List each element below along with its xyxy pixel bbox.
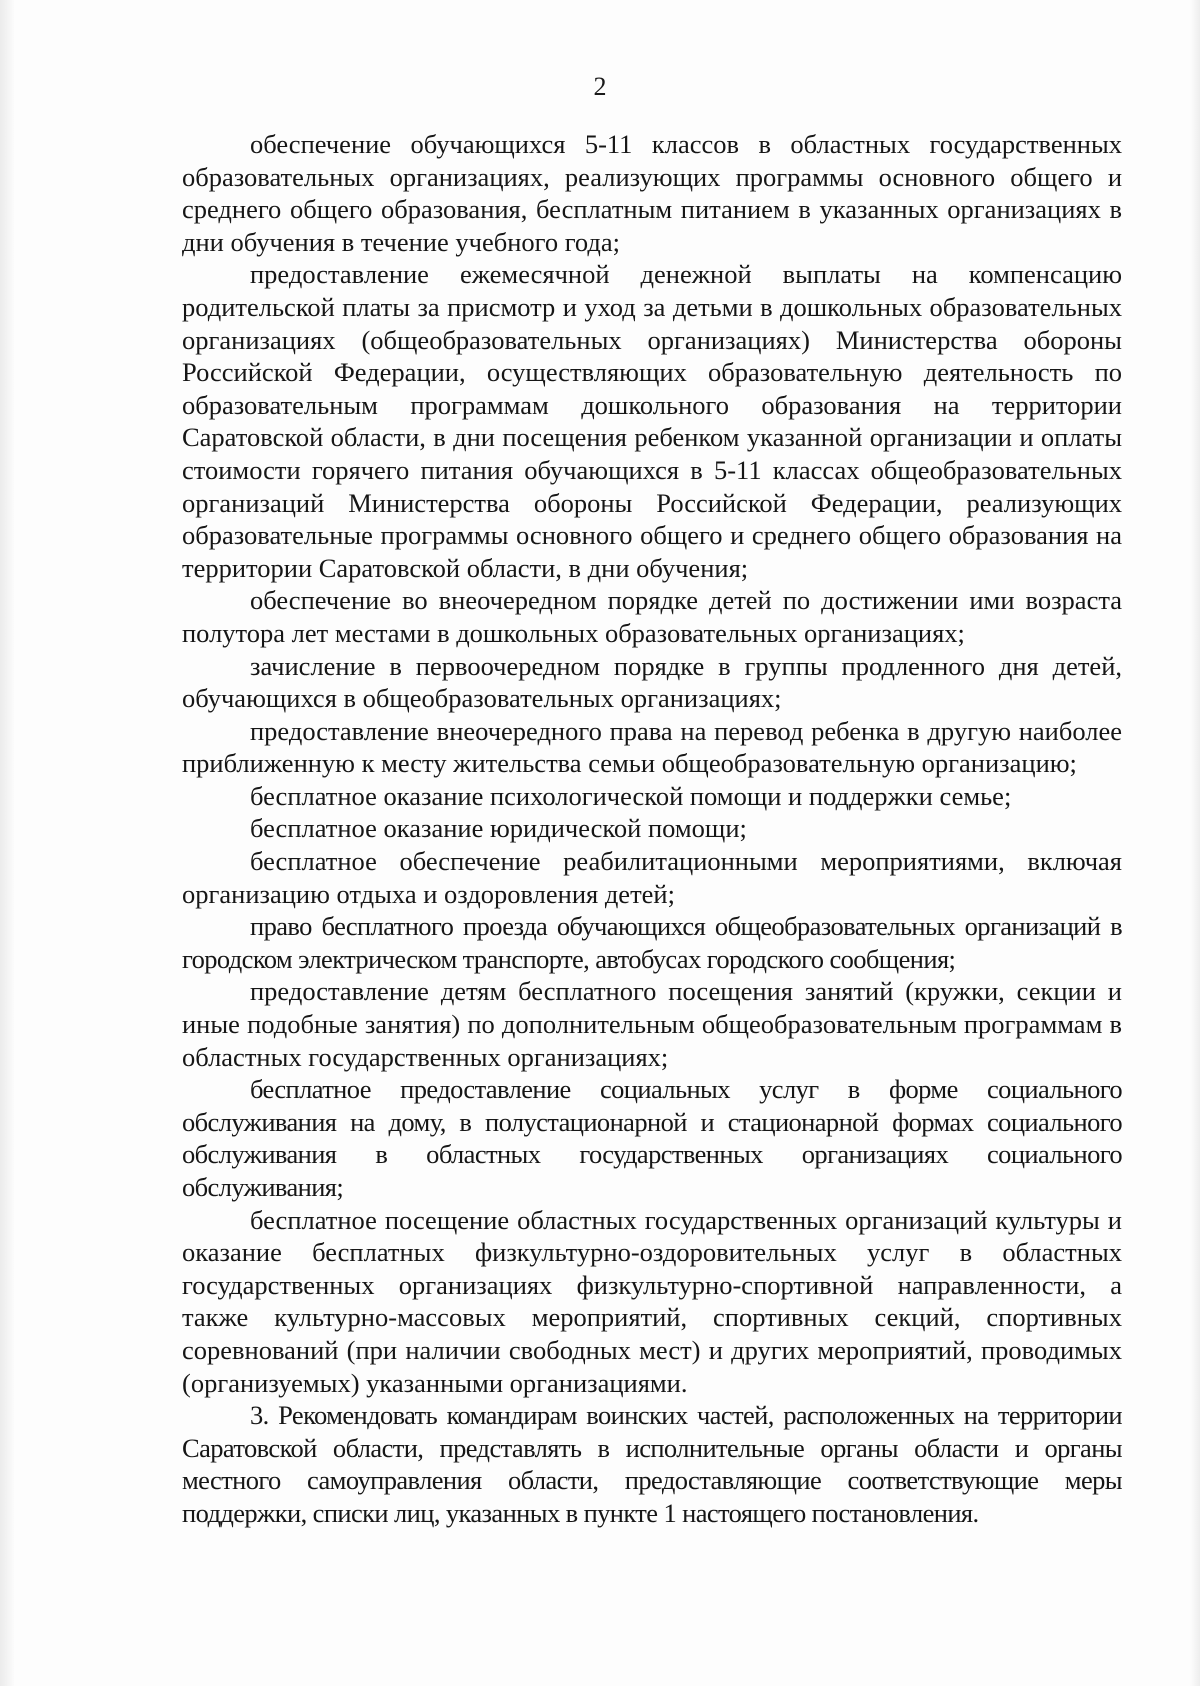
page-number: 2 [593, 72, 607, 101]
paragraph-preschool-places: обеспечение во внеочередном порядке детей по достижении ими возраста полутора лет местами в дошкольных образовательных организациях; [182, 585, 1122, 648]
paragraph-school-transfer: предоставление внеочередного права на перевод ребенка в другую наиболее приближенную к месту жительства семьи общеобразовательную организацию; [182, 715, 1122, 779]
scan-edge-left [0, 0, 14, 1686]
paragraph-legal-help: бесплатное оказание юридической помощи; [250, 813, 747, 844]
paragraph-psychological-help: бесплатное оказание психологической помощи и поддержки семье; [250, 780, 1012, 811]
paragraph-rehabilitation: бесплатное обеспечение реабилитационными мероприятиями, включая организацию отдыха и оздоровления детей; [182, 846, 1122, 909]
paragraph-extended-day-groups: зачисление в первоочередном порядке в группы продленного дня детей, обучающихся в общеобразовательных организациях; [182, 650, 1122, 714]
paragraph-free-meals: обеспечение обучающихся 5-11 классов в областных государственных образовательных организациях, реализующих программы основного общего и среднего общего образования, бесплатным питанием в указанных организациях в дни обучения в течение учебного года; [182, 129, 1122, 257]
paragraph-compensation-payment: предоставление ежемесячной денежной выплаты на компенсацию родительской платы за присмотр и уход за детьми в дошкольных образовательных организациях (общеобразовательных организациях) Министерства обороны Российской Федерации, осуществляющих образовательную деятельность по образовательным программам дошкольного образования на территории Саратовской области, в дни посещения ребенком указанной организации и оплаты стоимости горячего питания обучающихся в 5-11 классах общеобразовательных организаций Министерства обороны Российской Федерации, реализующих образовательные программы основного общего и среднего общего образования на территории Саратовской области, в дни обучения; [182, 259, 1122, 583]
paragraph-social-services: бесплатное предоставление социальных услуг в форме социального обслуживания на дому, в полустационарной и стационарной формах социального обслуживания в областных государственных организациях социального обслуживания; [182, 1074, 1122, 1202]
scan-edge-right [1190, 0, 1200, 1686]
paragraph-commanders-recommendation: 3. Рекомендовать командирам воинских частей, расположенных на территории Саратовской области, представлять в исполнительные органы области и органы местного самоуправления области, предоставляющие соответствующие меры поддержки, списки лиц, указанных в пункте 1 настоящего постановления. [182, 1400, 1122, 1528]
paragraph-free-transport: право бесплатного проезда обучающихся общеобразовательных организаций в городском электрическом транспорте, автобусах городского сообщения; [182, 911, 1122, 974]
paragraph-culture-sports: бесплатное посещение областных государственных организаций культуры и оказание бесплатных физкультурно-оздоровительных услуг в областных государственных организациях физкультурно-спортивной направленности, а также культурно-массовых мероприятий, спортивных секций, спортивных соревнований (при наличии свободных мест) и других мероприятий, проводимых (организуемых) указанными организациями. [182, 1204, 1122, 1398]
paragraph-free-classes: предоставление детям бесплатного посещения занятий (кружки, секции и иные подобные занятия) по дополнительным общеобразовательным программам в областных государственных организациях; [182, 976, 1122, 1072]
document-body [182, 128, 1122, 1530]
